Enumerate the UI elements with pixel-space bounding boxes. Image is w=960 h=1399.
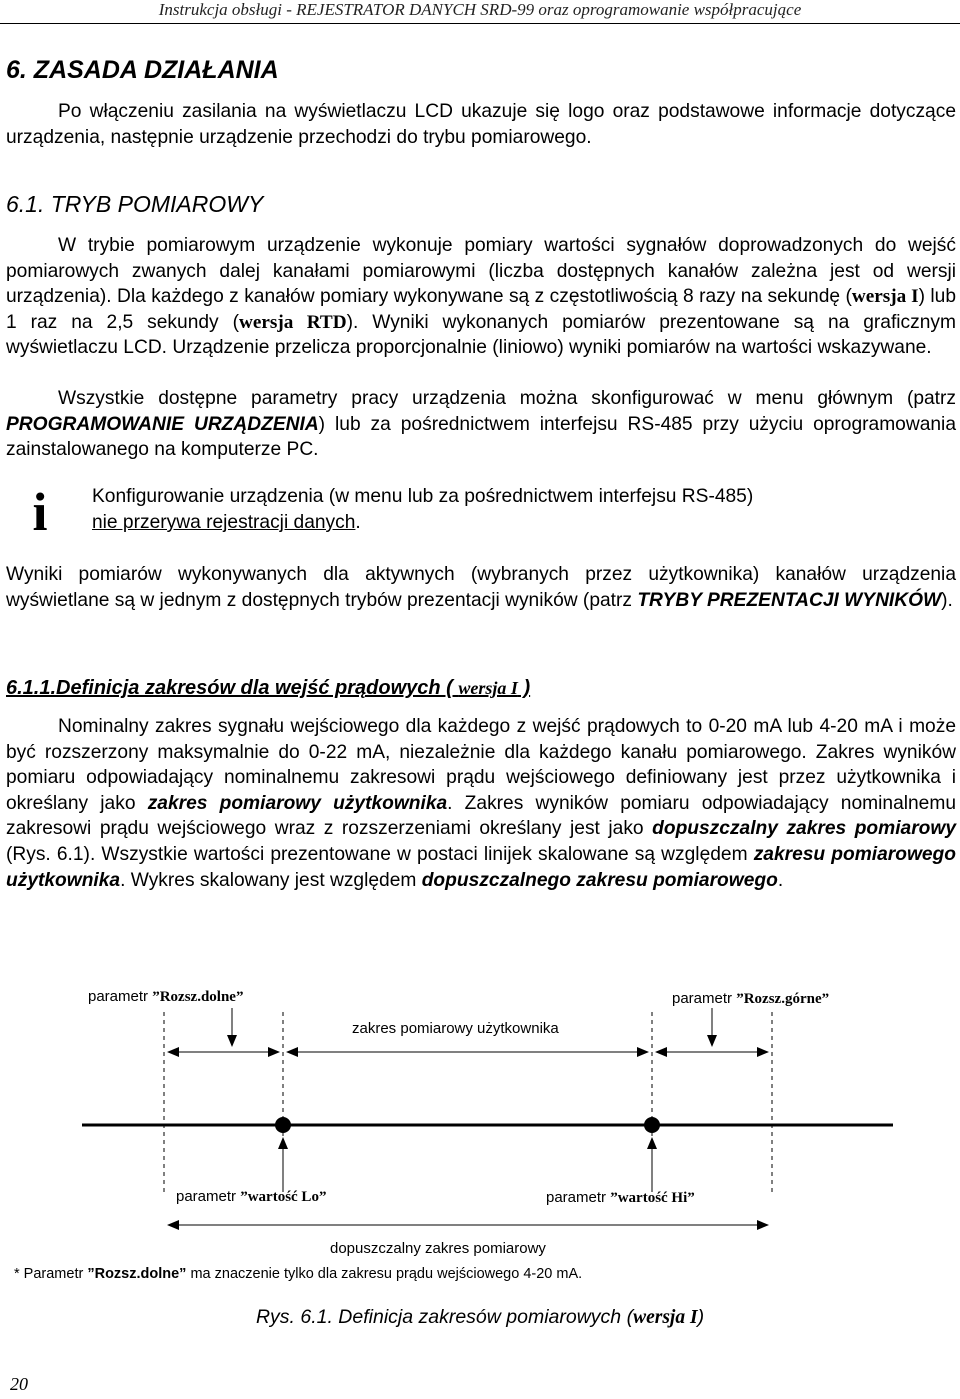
section-6-1-paragraph-3	[6, 562, 956, 613]
figure-caption	[0, 1306, 960, 1329]
footnote-param: ”Rozsz.dolne”	[87, 1266, 187, 1282]
p1-version-i: wersja I	[851, 286, 919, 308]
lo-value-dot	[275, 1117, 291, 1133]
section-6-1-1-title	[6, 677, 530, 700]
h3-version: wersja I	[458, 678, 518, 698]
footnote-c: ma znaczenie tylko dla zakresu prądu wejściowego 4-20 mA.	[186, 1266, 583, 1282]
section-6-1-paragraph-1	[6, 233, 956, 361]
info-note	[92, 484, 942, 536]
label-rozsz-gorne	[672, 990, 829, 1008]
hi-value-dot	[644, 1117, 660, 1133]
info-note-underlined: nie przerywa rejestracji danych	[92, 512, 356, 533]
label-rozsz-dolne	[88, 988, 243, 1006]
info-note-end: .	[355, 512, 361, 533]
term-user-range: zakres pomiarowy użytkownika	[147, 792, 448, 814]
info-note-text: Konfigurowanie urządzenia (w menu lub za pośrednictwem interfejsu RS-485)	[92, 486, 754, 507]
s611-text-f: .	[777, 869, 784, 891]
s611-text-d: (Rys. 6.1). Wszystkie wartości prezentowane w postaci linijek skalowane są względem	[6, 843, 754, 865]
caption-version: wersja I	[633, 1307, 698, 1328]
label-prefix: parametr	[176, 1188, 241, 1205]
p2-text-b: ) lub za pośrednictwem interfejsu RS-485 przy użyciu oprogramowania zainstalowanego na komputerze PC.	[6, 413, 956, 461]
label-prefix: parametr	[546, 1189, 611, 1206]
label-prefix: parametr	[672, 990, 737, 1007]
param-value-hi: ”wartość Hi”	[610, 1190, 695, 1206]
p2-text-a: Wszystkie dostępne parametry pracy urządzenia można skonfigurować w menu głównym (patrz	[58, 388, 956, 409]
label-allowed-range: dopuszczalny zakres pomiarowy	[330, 1240, 546, 1257]
p1-version-rtd: wersja RTD	[238, 311, 347, 333]
p1-text-a: W trybie pomiarowym urządzenie wykonuje pomiary wartości sygnałów doprowadzonych do wejść pomiarowych zwanych dalej kanałami pomiarowymi (liczba dostępnych kanałów zależna jest od wersji urządzenia). Dla każdego z kanałów pomiary wykonywane są z częstotliwością 8 razy na sekundę (	[6, 235, 956, 308]
s611-text-c: . Zakres wyników pomiaru odpowiadający nominalnemu zakresowi prądu wejściowego wraz z rozszerzeniami określany jest jako	[6, 792, 956, 840]
s611-text-e: . Wykres skalowany jest względem	[120, 869, 422, 891]
p3-text-a: Wyniki pomiarów wykonywanych dla aktywnych (wybranych przez użytkownika) kanałów urządzenia wyświetlane są w jednym z dostępnych trybów prezentacji wyników (patrz	[6, 564, 956, 611]
section-6-intro	[6, 99, 956, 150]
label-prefix: parametr	[88, 988, 153, 1005]
header-rule	[0, 23, 960, 24]
p2-reference-programming: PROGRAMOWANIE URZĄDZENIA	[6, 413, 319, 435]
section-6-1-title: 6.1. TRYB POMIAROWY	[6, 191, 264, 217]
intro-text: Po włączeniu zasilania na wyświetlaczu LCD ukazuje się logo oraz podstawowe informacje dotyczące urządzenia, następnie urządzenie przechodzi do trybu pomiarowego.	[6, 101, 956, 148]
section-6-1-paragraph-2	[6, 386, 956, 463]
caption-end: )	[697, 1306, 705, 1328]
section-6-1-1-paragraph	[6, 714, 956, 893]
label-user-range: zakres pomiarowy użytkownika	[352, 1020, 559, 1037]
term-allowed-range: dopuszczalny zakres pomiarowy	[652, 818, 956, 840]
param-rozsz-dolne: ”Rozsz.dolne”	[152, 989, 244, 1005]
term-user-range-genitive: zakresu pomiarowego użytkownika	[6, 843, 957, 891]
section-6-title: 6. ZASADA DZIAŁANIA	[6, 56, 279, 84]
label-value-lo	[176, 1188, 326, 1206]
p3-text-b: ).	[941, 589, 953, 611]
h3-text-a: 6.1.1.Definicja zakresów dla wejść prądowych (	[6, 677, 459, 699]
footnote-a: * Parametr	[14, 1266, 88, 1282]
h3-text-b: )	[517, 677, 531, 699]
s611-text-a: Nominalny zakres sygnału wejściowego dla każdego z wejść prądowych to 0-20 mA lub 4-20 mA i może być rozszerzony maksymalnie do 0-22 mA, niezależnie dla każdego kanału pomiarowego. Zakres wyników pomiaru odpowiadający nominalnemu zakresowi prądu wejściowego definiowany jest przez użytkownika i określany jako	[6, 716, 956, 814]
caption-text: Rys. 6.1. Definicja zakresów pomiarowych (	[255, 1306, 634, 1328]
term-allowed-range-genitive: dopuszczalnego zakresu pomiarowego	[421, 869, 778, 891]
param-value-lo: ”wartość Lo”	[240, 1189, 327, 1205]
info-icon: i	[32, 482, 48, 542]
p3-reference-modes: TRYBY PREZENTACJI WYNIKÓW	[637, 589, 942, 611]
diagram-footnote	[14, 1266, 582, 1282]
label-value-hi	[546, 1189, 695, 1207]
p1-text-c: ). Wyniki wykonanych pomiarów prezentowane są na graficznym wyświetlaczu LCD. Urządzenie przelicza proporcjonalnie (liniowo) wyniki pomiarów na wartości wskazywane.	[6, 311, 956, 359]
page-number: 20	[10, 1374, 28, 1394]
param-rozsz-gorne: ”Rozsz.górne”	[736, 991, 830, 1007]
p1-text-b: ) lub 1 raz na 2,5 sekundy (	[6, 286, 957, 333]
running-header: Instrukcja obsługi - REJESTRATOR DANYCH SRD-99 oraz oprogramowanie współpracujące	[158, 0, 802, 19]
